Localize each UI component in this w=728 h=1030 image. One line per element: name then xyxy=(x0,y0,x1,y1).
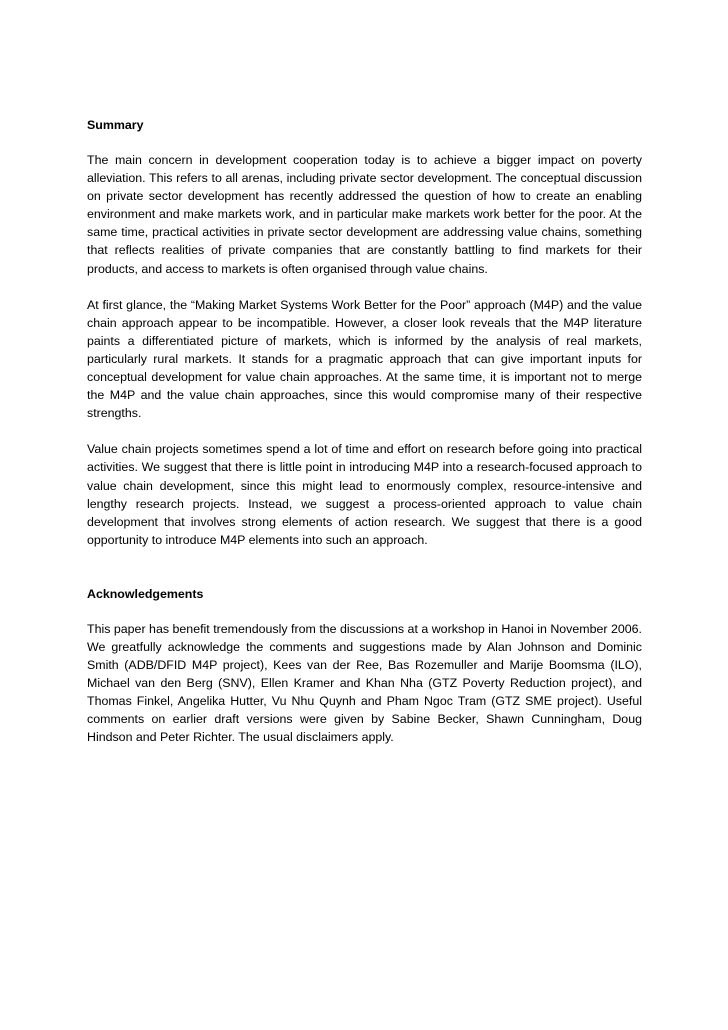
acknowledgements-section xyxy=(87,585,642,747)
summary-heading: Summary xyxy=(87,118,144,132)
page-content xyxy=(87,116,642,747)
summary-paragraph-2: At first glance, the “Making Market Systems Work Better for the Poor” approach (M4P) and the value chain approach appear to be incompatible. However, a closer look reveals that the M4P literature paints a differentiated picture of markets, which is informed by the analysis of real markets, particularly rural markets. It stands for a pragmatic approach that can give important inputs for conceptual development for value chain approaches. At the same time, it is important not to merge the M4P and the value chain approaches, since this would compromise many of their respective strengths. xyxy=(87,297,642,421)
summary-paragraph-3: Value chain projects sometimes spend a lot of time and effort on research before going into practical activities. We suggest that there is little point in introducing M4P into a research-focused approach to value chain development, since this might lead to enormously complex, resource-intensive and lengthy research projects. Instead, we suggest a process-oriented approach to value chain development that involves strong elements of action research. We suggest that there is a good opportunity to introduce M4P elements into such an approach. xyxy=(87,442,642,547)
summary-section xyxy=(87,116,642,549)
acknowledgements-heading: Acknowledgements xyxy=(87,586,204,601)
acknowledgements-paragraph: This paper has benefit tremendously from the discussions at a workshop in Hanoi in November 2006. We greatfully acknowledge the comments and suggestions made by Alan Johnson and Dominic Smith (ADB/DFID M4P project), Kees van der Ree, Bas Rozemuller and Marije Boomsma (ILO), Michael van den Berg (SNV), Ellen Kramer and Khan Nha (GTZ Poverty Reduction project), and Thomas Finkel, Angelika Hutter, Vu Nhu Quynh and Pham Ngoc Tram (GTZ SME project). Useful comments on earlier draft versions were given by Sabine Becker, Shawn Cunningham, Doug Hindson and Peter Richter. The usual disclaimers apply. xyxy=(87,621,642,745)
summary-paragraph-1: The main concern in development cooperation today is to achieve a bigger impact on poverty alleviation. This refers to all arenas, including private sector development. The conceptual discussion on private sector development has recently addressed the question of how to create an enabling environment and make markets work, and in particular make markets work better for the poor. At the same time, practical activities in private sector development are addressing value chains, something that reflects realities of private companies that are constantly battling to find markets for their products, and access to markets is often organised through value chains. xyxy=(87,153,642,276)
